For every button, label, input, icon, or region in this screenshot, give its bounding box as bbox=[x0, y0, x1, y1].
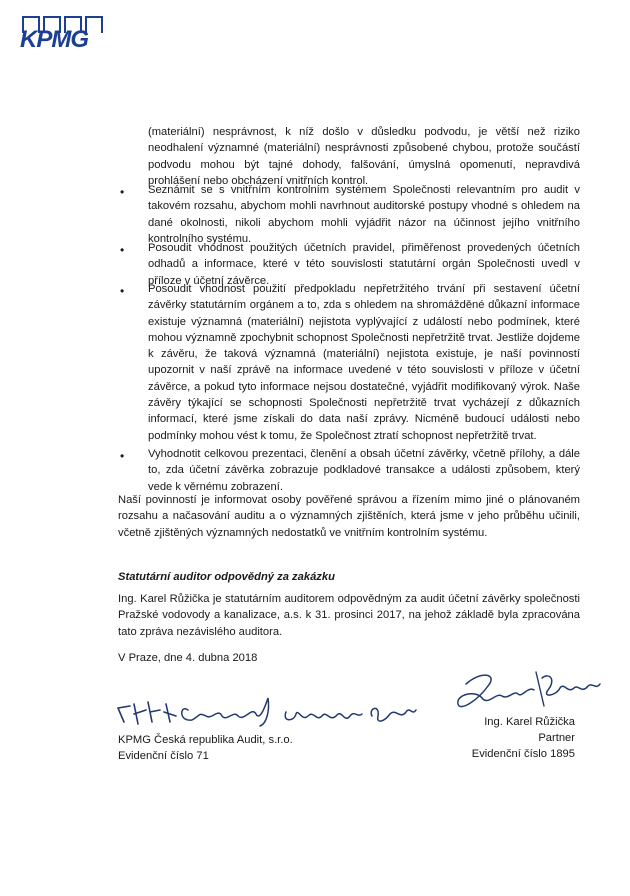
place-date: V Praze, dne 4. dubna 2018 bbox=[118, 652, 258, 664]
firm-signature-image bbox=[110, 686, 420, 732]
firm-registration: Evidenční číslo 71 bbox=[118, 750, 209, 762]
auditor-heading: Statutární auditor odpovědný za zakázku bbox=[118, 571, 335, 583]
kpmg-logo bbox=[20, 16, 116, 60]
closing-paragraph: Naší povinností je informovat osoby pověřené správou a řízením mimo jiné o plánovaném rozsahu a načasování auditu a o významných zjištěních, která jsme v jeho průběhu učinili, včetně zjištěných významných nedostatků ve vnitřním kontrolním systému. bbox=[118, 494, 580, 539]
auditor-registration: Evidenční číslo 1895 bbox=[471, 748, 575, 760]
bullet-item: Posoudit vhodnost použitých účetních pravidel, přiměřenost provedených účetních odhadů a informace, které v této souvislosti statutární orgán Společnosti uvedl v příloze v účetní závěrce. bbox=[148, 242, 580, 287]
bullet-item: Vyhodnotit celkovou prezentaci, členění a obsah účetní závěrky, včetně přílohy, a dále to, zda účetní závěrka zobrazuje podkladové transakce a události způsobem, který vede k věrnému zobrazení. bbox=[148, 448, 580, 493]
auditor-paragraph: Ing. Karel Růžička je statutárním auditorem odpovědným za audit účetní závěrky společnosti Pražské vodovody a kanalizace, a.s. k 31. prosinci 2017, na jehož základě byla zpracována tato zpráva nezávislého auditora. bbox=[118, 593, 580, 638]
auditor-signature-block bbox=[440, 714, 575, 762]
firm-name: KPMG Česká republika Audit, s.r.o. bbox=[118, 734, 293, 746]
auditor-role: Partner bbox=[538, 732, 575, 744]
continuation-paragraph: (materiální) nesprávnost, k níž došlo v důsledku podvodu, je větší než riziko neodhalení významné (materiální) nesprávnosti způsobené chybou, protože součástí podvodu mohou být tajné dohody, falšování, úmyslná opomenutí, nepravdivá prohlášení nebo obcházení vnitřních kontrol. bbox=[148, 126, 580, 187]
bullet-item: Posoudit vhodnost použití předpokladu nepřetržitého trvání při sestavení účetní závěrky statutárním orgánem a to, zda s ohledem na shromážděné důkazní informace existuje významná (materiální) nejistota vyplývající z událostí nebo podmínek, které mohou významně zpochybnit schopnost Společnosti nepřetržitě trvat. Jestliže dojdeme k závěru, že taková významná (materiální) nejistota existuje, je naší povinností upozornit v naší zprávě na informace uvedené v této souvislosti v příloze v účetní závěrce, a pokud tyto informace nejsou dostatečné, vyjádřit modifikovaný výrok. Naše závěry týkající se schopnosti Společnosti nepřetržitě trvat vycházejí z důkazních informací, které jsme získali do data naší zprávy. Nicméně budoucí události nebo podmínky mohou vést k tomu, že Společnost ztratí schopnost nepřetržitě trvat. bbox=[148, 283, 580, 442]
logo-wordmark: KPMG bbox=[20, 26, 88, 53]
firm-signature-block bbox=[118, 732, 293, 764]
auditor-name: Ing. Karel Růžička bbox=[484, 716, 575, 728]
bullet-item: Seznámit se s vnitřním kontrolním systémem Společnosti relevantním pro audit v takovém rozsahu, abychom mohli navrhnout auditorské postupy vhodné s ohledem na dané okolnosti, nikoli abychom mohli vyjádřit názor na účinnost jejího vnitřního kontrolního systému. bbox=[148, 184, 580, 245]
auditor-signature-image bbox=[452, 664, 604, 720]
